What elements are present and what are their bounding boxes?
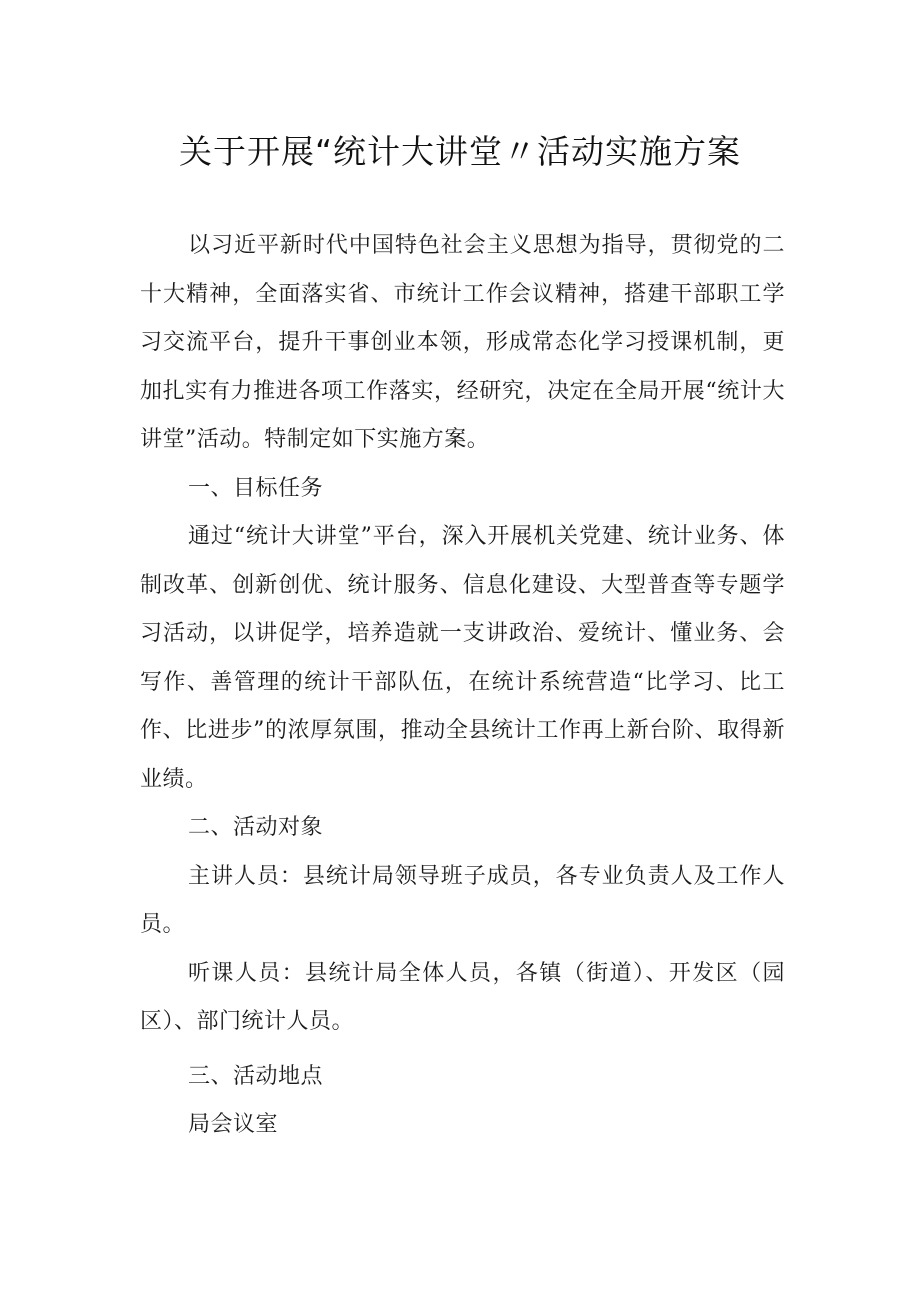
document-title: 关于开展“统计大讲堂〃活动实施方案 bbox=[178, 132, 742, 171]
document-body bbox=[140, 222, 785, 1150]
section-heading-audience: 二、活动对象 bbox=[188, 815, 324, 840]
attendees-paragraph: 听课人员：县统计局全体人员，各镇（街道）、开发区（园区）、部门统计人员。 bbox=[140, 960, 785, 1034]
intro-paragraph: 以习近平新时代中国特色社会主义思想为指导，贯彻党的二十大精神，全面落实省、市统计工作会议精神，搭建干部职工学习交流平台，提升干事创业本领，形成常态化学习授课机制，更加扎实有力推进各项工作落实，经研究，决定在全局开展“统计大讲堂”活动。特制定如下实施方案。 bbox=[140, 233, 785, 452]
speakers-paragraph: 主讲人员：县统计局领导班子成员，各专业负责人及工作人员。 bbox=[140, 863, 785, 937]
goals-paragraph: 通过“统计大讲堂”平台，深入开展机关党建、统计业务、体制改革、创新创优、统计服务、信息化建设、大型普查等专题学习活动，以讲促学，培养造就一支讲政治、爱统计、懂业务、会写作、善管理的统计干部队伍，在统计系统营造“比学习、比工作、比进步”的浓厚氛围，推动全县统计工作再上新台阶、取得新业绩。 bbox=[140, 524, 785, 792]
venue-paragraph: 局会议室 bbox=[188, 1112, 279, 1137]
section-heading-goals: 一、目标任务 bbox=[188, 475, 324, 501]
section-heading-venue: 三、活动地点 bbox=[188, 1063, 324, 1089]
